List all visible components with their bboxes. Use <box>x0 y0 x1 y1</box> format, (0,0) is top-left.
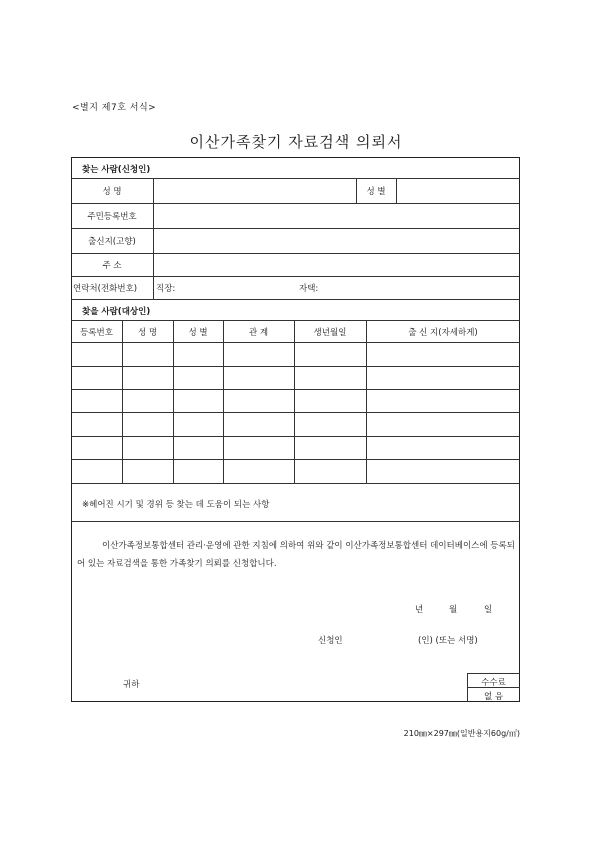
col-divider <box>153 178 154 276</box>
row-divider <box>71 389 520 390</box>
applicant-label: 신청인 <box>318 636 343 646</box>
row-divider <box>71 412 520 413</box>
searcher-address-label: 주 소 <box>102 261 122 271</box>
paper-spec: 210㎜×297㎜(일반용지60g/㎡) <box>403 729 520 738</box>
request-statement: 이산가족정보통합센터 관리·운영에 관한 지침에 의하여 위와 같이 이산가족정보통합센터 데이터베이스에 등록되어 있는 자료검색을 통한 가족찾기 의뢰를 신청합니다. <box>77 541 515 569</box>
fee-value: 없 음 <box>483 692 504 702</box>
col-divider <box>294 320 295 483</box>
row-divider <box>71 483 520 484</box>
row-divider <box>71 299 520 300</box>
col-header-relation: 관 계 <box>248 328 269 338</box>
date-day-label: 일 <box>484 605 493 615</box>
fee-box-border <box>467 673 520 674</box>
fee-label: 수수료 <box>481 678 506 688</box>
target-section-label: 찾을 사람(대상인) <box>82 307 151 317</box>
searcher-gender-label: 성 별 <box>366 187 386 197</box>
col-divider <box>173 320 174 483</box>
form-reference: <별지 제7호 서식> <box>72 103 157 113</box>
col-divider <box>153 276 154 299</box>
row-divider <box>71 459 520 460</box>
col-divider <box>223 320 224 483</box>
col-divider <box>122 320 123 483</box>
row-divider <box>71 178 520 179</box>
seal-label: (인) (또는 서명) <box>418 636 478 646</box>
searcher-hometown-label: 출신지(고향) <box>88 237 136 247</box>
searcher-name-label: 성 명 <box>102 187 122 197</box>
row-divider <box>71 521 520 522</box>
row-divider <box>71 228 520 229</box>
row-divider <box>71 436 520 437</box>
col-divider <box>366 320 367 483</box>
home-phone-label: 자택: <box>299 284 319 294</box>
col-header-gender: 성 별 <box>188 328 208 338</box>
row-divider <box>71 366 520 367</box>
work-phone-label: 직장: <box>156 284 176 294</box>
row-divider <box>71 320 520 321</box>
col-header-birthdate: 생년월일 <box>313 328 347 338</box>
col-divider <box>396 178 397 203</box>
row-divider <box>71 276 520 277</box>
date-month-label: 월 <box>449 605 458 615</box>
date-year-label: 년 <box>415 605 424 615</box>
row-divider <box>71 203 520 204</box>
row-divider <box>71 253 520 254</box>
note-label: ※헤어진 시기 및 경위 등 찾는 데 도움이 되는 사항 <box>82 500 270 510</box>
col-header-name: 성 명 <box>137 328 158 338</box>
searcher-contact-label: 연락처(전화번호) <box>73 284 138 294</box>
addressee-label: 귀하 <box>123 680 140 690</box>
document-title: 이산가족찾기 자료검색 의뢰서 <box>189 133 403 151</box>
searcher-section-label: 찾는 사람(신청인) <box>82 165 151 175</box>
col-header-hometown: 출 신 지(자세하게) <box>408 328 478 338</box>
searcher-rrn-label: 주민등록번호 <box>87 212 137 222</box>
row-divider <box>71 342 520 343</box>
col-header-reg-no: 등록번호 <box>80 328 113 338</box>
